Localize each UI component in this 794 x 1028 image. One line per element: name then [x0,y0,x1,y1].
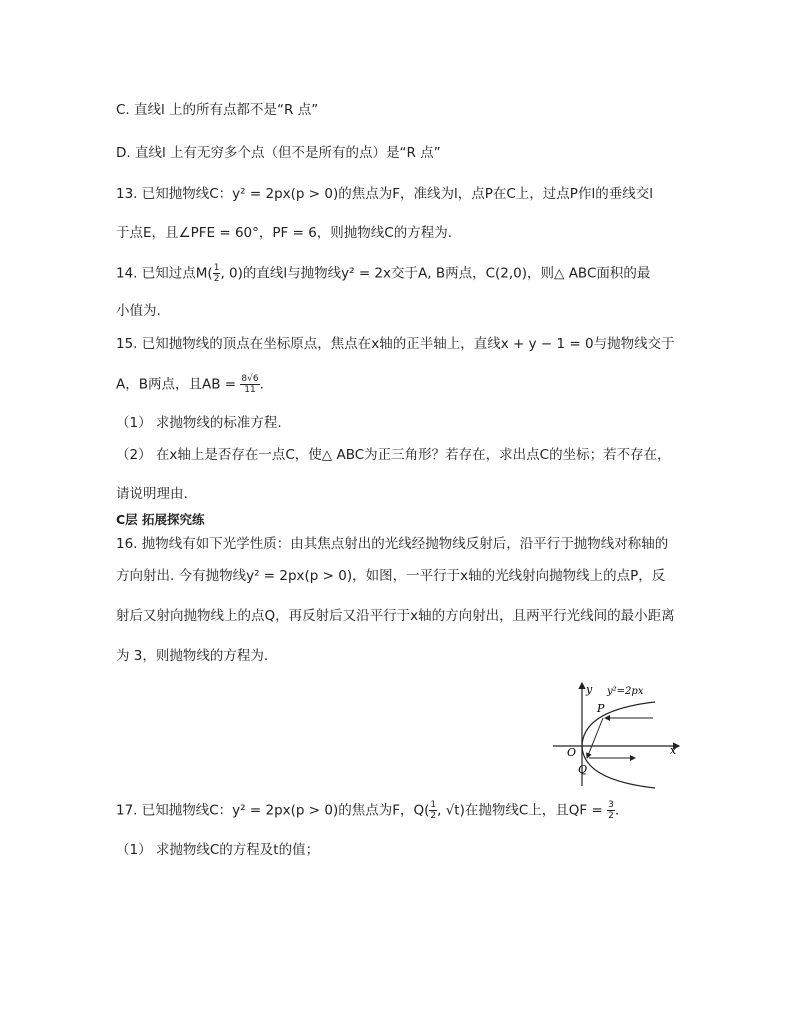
q17-point-tail: , √t) [437,802,465,819]
fraction-denominator: 11 [244,385,256,395]
q14-text-pre: 14. 已知过点M [116,265,208,282]
fraction-denominator: 2 [430,811,437,821]
question-15-line-1: 15. 已知抛物线的顶点在坐标原点，焦点在x轴的正半轴上，直线x + y − 1 = 0与抛物线交于 [116,336,675,352]
q14-text-post: 的直线l与抛物线y² = 2x交于A, B两点，C(2,0)，则△ ABC面积的最 [242,265,651,282]
question-14-line-2: 小值为. [116,303,161,319]
option-d: D. 直线l 上有无穷多个点（但不是所有的点）是“R 点” [116,145,441,161]
question-13-line-1: 13. 已知抛物线C：y² = 2px(p > 0)的焦点为F，准线为l，点P在C上，过点P作l的垂线交l [116,186,653,202]
parabola-figure [553,680,683,790]
q15-text-pre: A，B两点，且AB = [116,376,237,393]
question-15-line-2 [116,374,264,395]
period: . [259,376,264,393]
q-label: Q [578,763,588,776]
question-15-part-2: （2） 在x轴上是否存在一点C，使△ ABC为正三角形？若存在，求出点C的坐标；若不存在， [116,447,671,463]
q14-point-tail: , 0) [220,265,243,282]
fraction-numerator: 3 [608,800,614,810]
question-15-part-3: 请说明理由. [116,486,188,502]
parabola-curve [582,702,655,788]
question-13-line-2: 于点E，且∠PFE = 60°，PF = 6，则抛物线C的方程为. [116,225,452,241]
question-14-line-1 [116,263,650,284]
fraction-q-x [429,800,437,821]
fraction-numerator: 8√6 [241,374,259,384]
y-label: y [586,683,593,696]
question-16-line-4: 为 3，则抛物线的方程为. [116,648,269,664]
question-17-part-1: （1） 求抛物线C的方程及t的值； [116,842,320,858]
question-15-part-1: （1） 求抛物线的标准方程. [116,415,282,431]
q14-paren-open: ( [207,265,213,282]
reflected-ray [587,718,603,758]
fraction-numerator: 1 [213,263,220,273]
fraction-numerator: 1 [430,800,437,810]
period: . [614,802,620,819]
q17-text-mid: 在抛物线C上，且QF = [464,802,603,819]
question-16-line-1: 16. 抛物线有如下光学性质：由其焦点射出的光线经抛物线反射后，沿平行于抛物线对称轴的 [116,536,669,552]
section-heading: C层 拓展探究练 [116,512,205,527]
question-16-line-2: 方向射出. 今有抛物线y² = 2px(p > 0)，如图，一平行于x轴的光线射向抛物线上的点P，反 [116,568,666,584]
fraction-qf [607,800,615,821]
option-c: C. 直线l 上的所有点都不是“R 点” [116,102,319,118]
curve-label: y²=2px [607,686,644,697]
fraction-denominator: 2 [213,274,220,284]
q17-text-pre: 17. 已知抛物线C：y² = 2px(p > 0)的焦点为F，Q( [116,802,430,819]
origin-label: O [567,746,577,759]
p-label: P [597,702,605,715]
x-label: x [670,744,677,757]
question-17-line-1 [116,800,619,821]
question-16-line-3: 射后又射向抛物线上的点Q，再反射后又沿平行于x轴的方向射出，且两平行光线间的最小距离 [116,608,675,624]
fraction-denominator: 2 [608,811,614,821]
fraction-ab [240,374,259,395]
